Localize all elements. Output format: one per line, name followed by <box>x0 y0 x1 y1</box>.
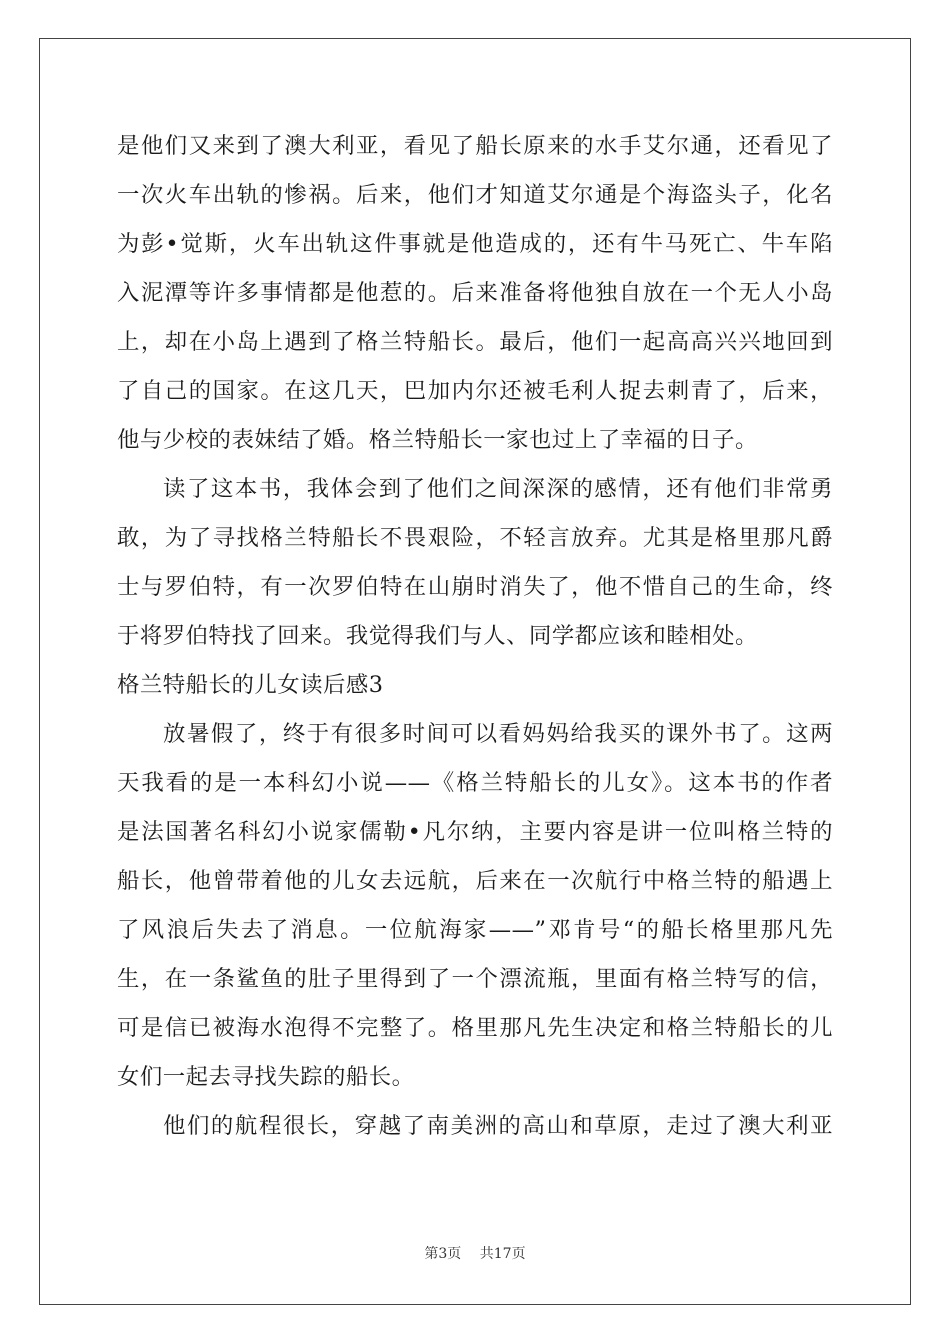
text-line: 士与罗伯特，有一次罗伯特在山崩时消失了，他不惜自己的生命，终 <box>117 574 833 600</box>
text-line: 上，却在小岛上遇到了格兰特船长。最后，他们一起高高兴兴地回到 <box>117 329 833 355</box>
text-line: 敢，为了寻找格兰特船长不畏艰险，不轻言放弃。尤其是格里那凡爵 <box>117 525 833 551</box>
text-line: 放暑假了，终于有很多时间可以看妈妈给我买的课外书了。这两 <box>163 721 833 747</box>
page-total: 共17页 <box>479 1246 526 1262</box>
text-line: 船长，他曾带着他的儿女去远航，后来在一次航行中格兰特的船遇上 <box>117 868 833 894</box>
text-line: 是他们又来到了澳大利亚，看见了船长原来的水手艾尔通，还看见了 <box>117 133 833 159</box>
text-line: 生，在一条鲨鱼的肚子里得到了一个漂流瓶，里面有格兰特写的信， <box>117 966 833 992</box>
text-line: 格兰特船长的儿女读后感3 <box>117 672 384 698</box>
text-line: 他与少校的表妹结了婚。格兰特船长一家也过上了幸福的日子。 <box>117 427 758 453</box>
text-line: 了自己的国家。在这几天，巴加内尔还被毛利人捉去刺青了，后来， <box>117 378 833 404</box>
text-line: 读了这本书，我体会到了他们之间深深的感情，还有他们非常勇 <box>163 476 833 502</box>
text-line: 于将罗伯特找了回来。我觉得我们与人、同学都应该和睦相处。 <box>117 623 758 649</box>
text-line: 一次火车出轨的惨祸。后来，他们才知道艾尔通是个海盗头子，化名 <box>117 182 833 208</box>
text-line: 他们的航程很长，穿越了南美洲的高山和草原，走过了澳大利亚 <box>163 1113 833 1139</box>
text-line: 可是信已被海水泡得不完整了。格里那凡先生决定和格兰特船长的儿 <box>117 1015 833 1041</box>
text-line: 是法国著名科幻小说家儒勒•凡尔纳，主要内容是讲一位叫格兰特的 <box>117 819 833 845</box>
page-footer <box>0 1243 950 1263</box>
text-line: 入泥潭等许多事情都是他惹的。后来准备将他独自放在一个无人小岛 <box>117 280 833 306</box>
text-line: 天我看的是一本科幻小说——《格兰特船长的儿女》。这本书的作者 <box>117 770 833 796</box>
page-number: 第3页 <box>424 1246 462 1262</box>
text-line: 为彭•觉斯，火车出轨这件事就是他造成的，还有牛马死亡、牛车陷 <box>117 231 833 257</box>
document-body <box>117 122 833 1151</box>
text-line: 女们一起去寻找失踪的船长。 <box>117 1064 415 1090</box>
text-line: 了风浪后失去了消息。一位航海家——”邓肯号“的船长格里那凡先 <box>117 917 833 943</box>
